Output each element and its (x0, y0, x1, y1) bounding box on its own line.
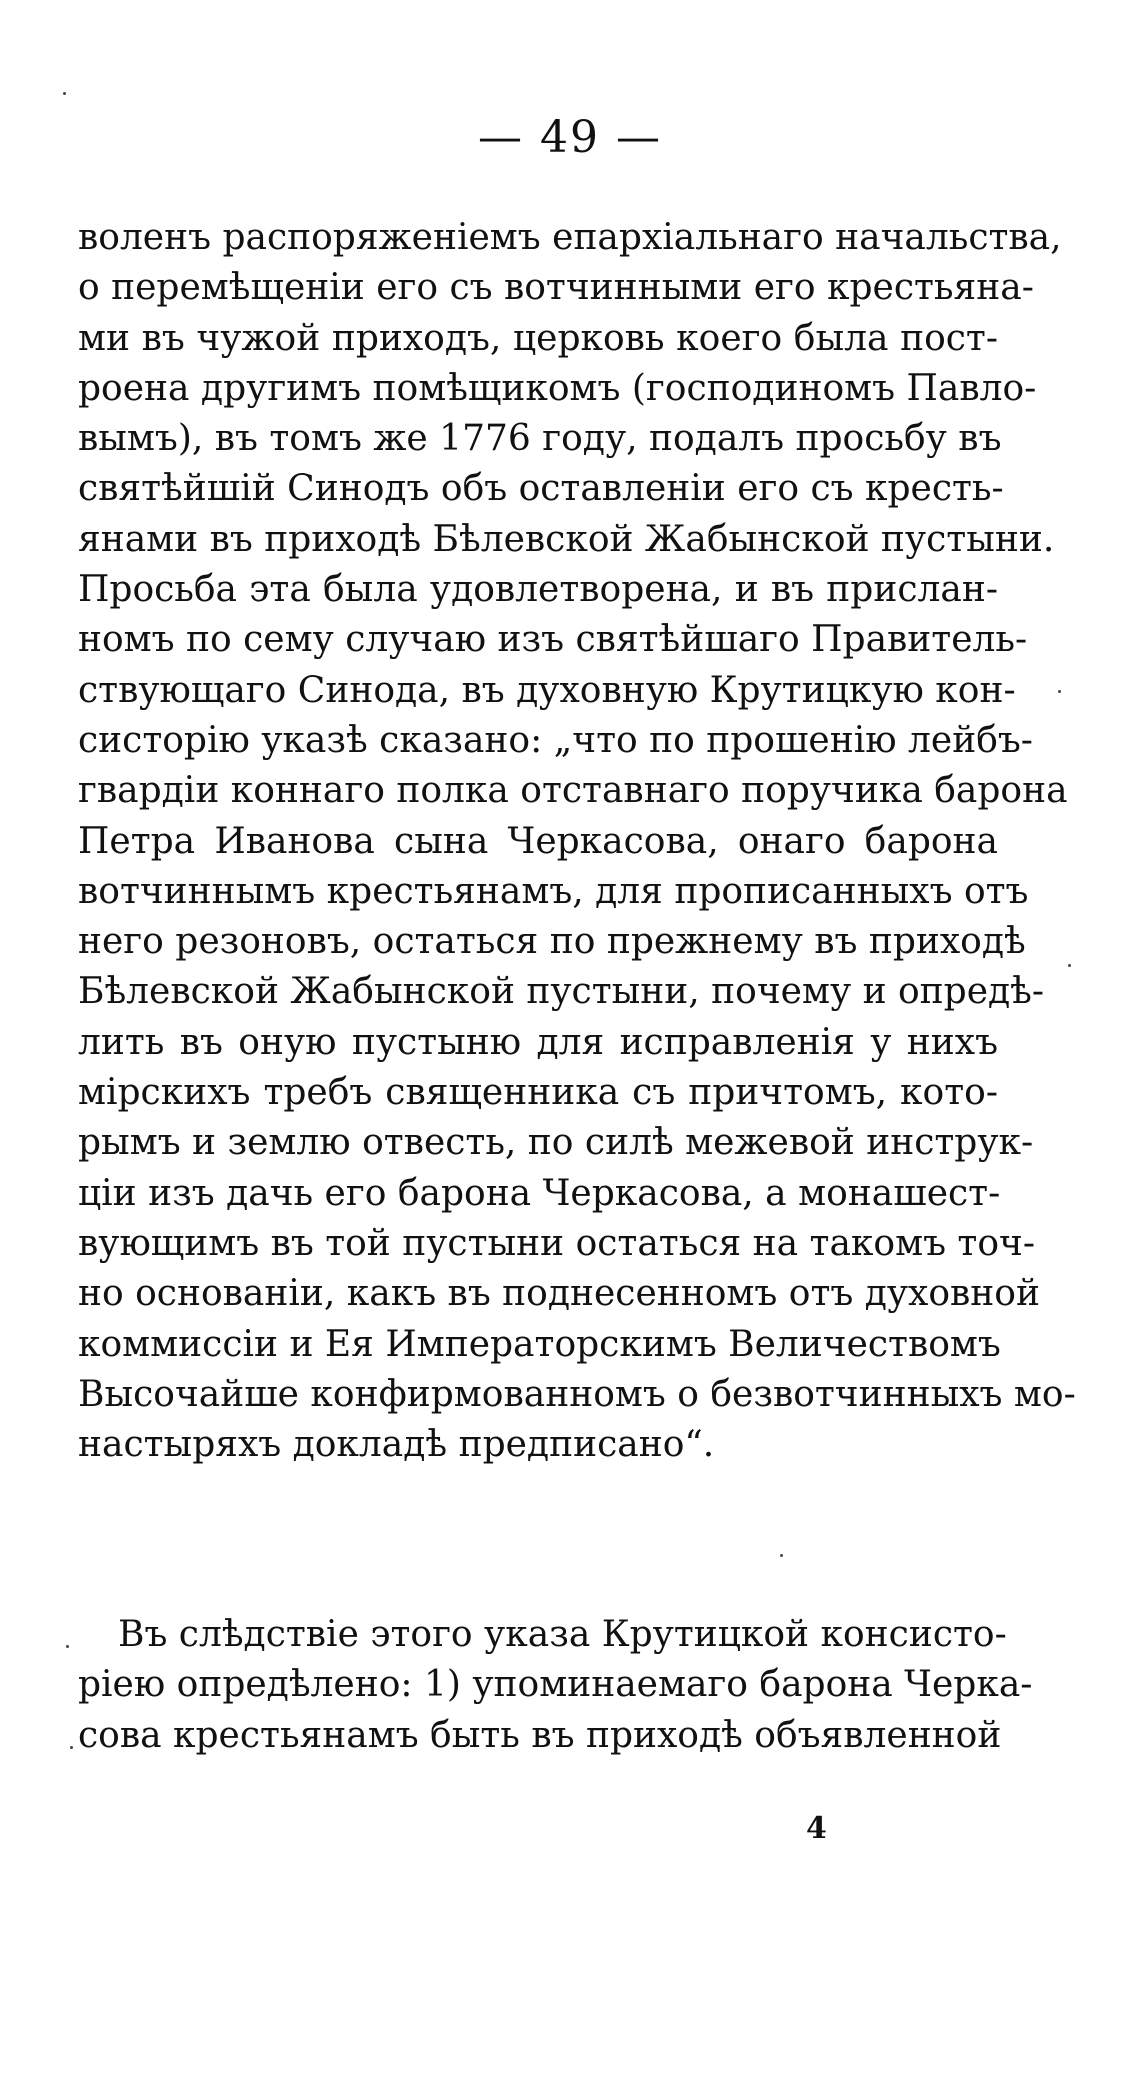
text-line: Въ слѣдствіе этого указа Крутицкой консисто- (118, 1614, 1007, 1655)
text-line: ствующаго Синода, въ духовную Крутицкую кон- (78, 669, 1016, 711)
paragraph-1 (78, 213, 1076, 1470)
paragraph-2 (78, 1610, 1033, 1761)
scan-speck (66, 1645, 69, 1648)
text-line: сова крестьянамъ быть въ приходѣ объявленной (78, 1714, 1002, 1756)
text-line: святѣйшій Синодъ объ оставленіи его съ кресть- (78, 468, 1004, 510)
page-number-header: — 49 — (478, 112, 662, 163)
text-line: ріею опредѣлено: 1) упоминаемаго барона Черка- (78, 1664, 1033, 1706)
text-line: ціи изъ дачь его барона Черкасова, а монашест- (78, 1172, 1001, 1214)
scan-speck (1068, 964, 1071, 967)
text-line: систорію указѣ сказано: „что по прошенію лейбъ- (78, 719, 1033, 761)
text-line: номъ по сему случаю изъ святѣйшаго Правитель- (78, 619, 1028, 661)
text-line: Высочайше конфирмованномъ о безвотчинныхъ мо- (78, 1373, 1076, 1415)
text-line: мірскихъ требъ священника съ причтомъ, кото- (78, 1072, 998, 1114)
text-line: янами въ приходѣ Бѣлевской Жабынской пустыни. (78, 518, 1055, 560)
scan-speck (780, 1554, 783, 1557)
scan-speck (63, 92, 66, 95)
scan-speck (70, 1746, 73, 1749)
text-line: вотчиннымъ крестьянамъ, для прописанныхъ отъ (78, 870, 1029, 912)
text-line: него резоновъ, остаться по прежнему въ приходѣ (78, 921, 1026, 963)
text-line: роена другимъ помѣщикомъ (господиномъ Павло- (78, 367, 1037, 409)
text-line: гвардіи коннаго полка отставнаго поручика барона (78, 770, 1068, 812)
text-line: Петра Иванова сына Черкасова, онаго барона (78, 820, 998, 862)
text-line: Просьба эта была удовлетворена, и въ прислан- (78, 569, 998, 611)
text-line: воленъ распоряженіемъ епархіальнаго начальства, (78, 217, 1062, 258)
scan-speck (1058, 690, 1061, 693)
text-line: коммиссіи и Ея Императорскимъ Величествомъ (78, 1323, 1001, 1365)
text-line: но основаніи, какъ въ поднесенномъ отъ духовной (78, 1273, 1040, 1315)
text-line: Бѣлевской Жабынской пустыни, почему и опредѣ- (78, 971, 1045, 1013)
text-line: ми въ чужой приходъ, церковь коего была пост- (78, 317, 998, 359)
text-line: настыряхъ докладѣ предписано“. (78, 1424, 715, 1466)
printer-signature-mark: 4 (806, 1811, 827, 1846)
text-line: о перемѣщеніи его съ вотчинными его крестьяна- (78, 267, 1034, 309)
text-line: рымъ и землю отвесть, по силѣ межевой инструк- (78, 1122, 1034, 1164)
text-line: вымъ), въ томъ же 1776 году, подалъ просьбу въ (78, 418, 1002, 460)
text-line: лить въ оную пустыню для исправленія у нихъ (78, 1021, 998, 1063)
text-line: вующимъ въ той пустыни остаться на такомъ точ- (78, 1222, 1035, 1264)
